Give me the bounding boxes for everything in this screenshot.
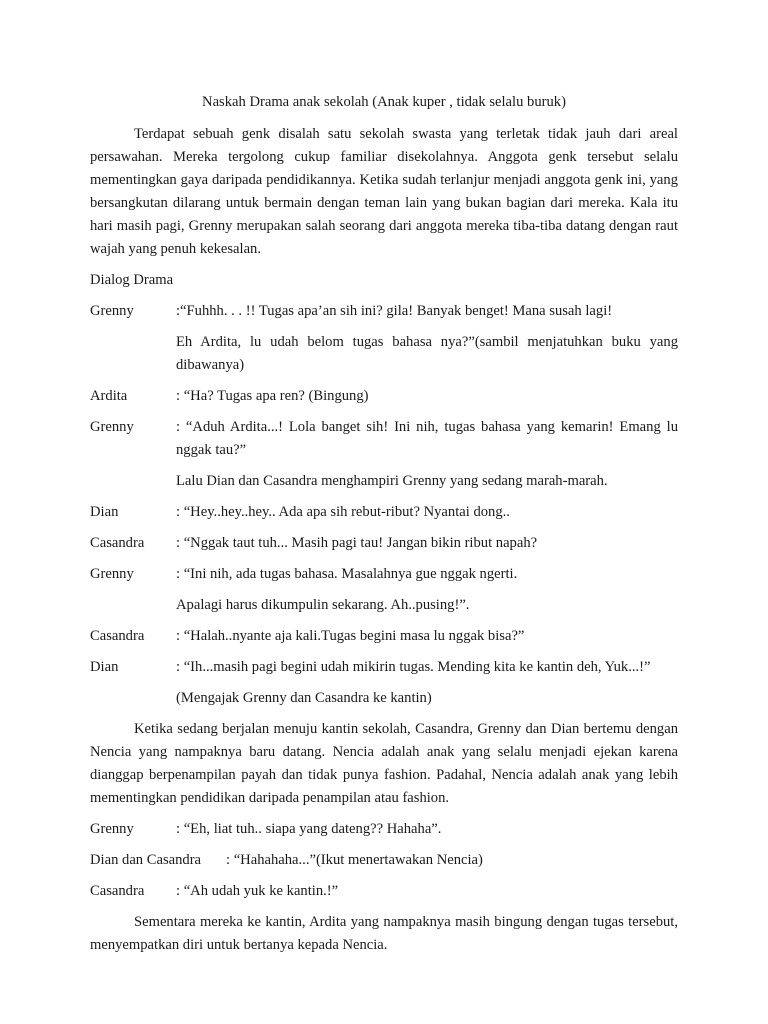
- speaker-name: Casandra: [90, 535, 145, 551]
- speech-text: : “Ha? Tugas apa ren? (Bingung): [176, 388, 369, 404]
- speaker-name: Dian dan Casandra: [90, 852, 202, 868]
- document-page: [90, 91, 678, 965]
- narration-paragraph: Ketika sedang berjalan menuju kantin sekolah, Casandra, Grenny dan Dian bertemu dengan Nencia yang nampaknya baru datang. Nencia adalah anak yang selalu menjadi ejekan karena dianggap berpenampilan payah dan tidak punya fashion. Padahal, Nencia adalah anak yang lebih mementingkan pendidikan daripada penampilan atau fashion.: [90, 721, 678, 806]
- speaker-name: Grenny: [90, 566, 134, 582]
- speech-text: :“Fuhhh. . . !! Tugas apa’an sih ini? gila! Banyak benget! Mana susah lagi!: [176, 303, 613, 319]
- dialog-line: [90, 849, 678, 872]
- dialog-line: [90, 563, 678, 586]
- speech-text: : “Eh, liat tuh.. siapa yang dateng?? Hahaha”.: [176, 821, 442, 837]
- speech-text: : “Aduh Ardita...! Lola banget sih! Ini nih, tugas bahasa yang kemarin! Emang lu nggak tau?”: [176, 419, 678, 458]
- speech-text: : “Ah udah yuk ke kantin.!”: [176, 883, 339, 899]
- speech-text: : “Nggak taut tuh... Masih pagi tau! Jangan bikin ribut napah?: [176, 535, 538, 551]
- dialog-continuation: Apalagi harus dikumpulin sekarang. Ah..pusing!”.: [176, 597, 470, 613]
- speaker-name: Dian: [90, 659, 119, 675]
- speech-text: : “Halah..nyante aja kali.Tugas begini masa lu nggak bisa?”: [176, 628, 525, 644]
- dialog-line: [90, 416, 678, 462]
- dialog-continuation: Eh Ardita, lu udah belom tugas bahasa nya?”(sambil menjatuhkan buku yang dibawanya): [176, 334, 678, 373]
- speaker-name: Casandra: [90, 883, 145, 899]
- dialog-block-2: [90, 818, 678, 903]
- speech-text: : “Ih...masih pagi begini udah mikirin tugas. Mending kita ke kantin deh, Yuk...!”: [176, 659, 651, 675]
- speaker-name: Grenny: [90, 821, 134, 837]
- narration-paragraph: Sementara mereka ke kantin, Ardita yang nampaknya masih bingung dengan tugas tersebut, menyempatkan diri untuk bertanya kepada Nencia.: [90, 914, 678, 953]
- dialog-continuation: Lalu Dian dan Casandra menghampiri Grenny yang sedang marah-marah.: [176, 473, 608, 489]
- intro-paragraph: Terdapat sebuah genk disalah satu sekolah swasta yang terletak tidak jauh dari areal persawahan. Mereka tergolong cukup familiar disekolahnya. Anggota genk tersebut selalu mementingkan gaya daripada pendidikannya. Ketika sudah terlanjur menjadi anggota genk ini, yang bersangkutan dilarang untuk bermain dengan teman lain yang bukan bagian dari mereka. Kala itu hari masih pagi, Grenny merupakan salah seorang dari anggota mereka tiba-tiba datang dengan raut wajah yang penuh kekesalan.: [90, 126, 678, 257]
- speaker-name: Ardita: [90, 388, 128, 404]
- speech-text: : “Hey..hey..hey.. Ada apa sih rebut-ribut? Nyantai dong..: [176, 504, 510, 520]
- speech-text: : “Ini nih, ada tugas bahasa. Masalahnya gue nggak ngerti.: [176, 566, 518, 582]
- dialog-line: [90, 385, 678, 408]
- speaker-name: Grenny: [90, 419, 134, 435]
- speaker-name: Dian: [90, 504, 119, 520]
- dialog-line: [90, 656, 678, 679]
- dialog-line: [90, 501, 678, 524]
- dialog-line: [90, 880, 678, 903]
- document-title: Naskah Drama anak sekolah (Anak kuper , tidak selalu buruk): [202, 94, 566, 110]
- dialog-continuation: (Mengajak Grenny dan Casandra ke kantin): [176, 690, 432, 706]
- dialog-line: [90, 300, 678, 323]
- speaker-name: Casandra: [90, 628, 145, 644]
- speech-text: : “Hahahaha...”(Ikut menertawakan Nencia): [226, 852, 483, 868]
- dialog-heading: Dialog Drama: [90, 272, 174, 288]
- dialog-block-1: [90, 300, 678, 710]
- dialog-line: [90, 532, 678, 555]
- speaker-name: Grenny: [90, 303, 134, 319]
- dialog-line: [90, 818, 678, 841]
- dialog-line: [90, 625, 678, 648]
